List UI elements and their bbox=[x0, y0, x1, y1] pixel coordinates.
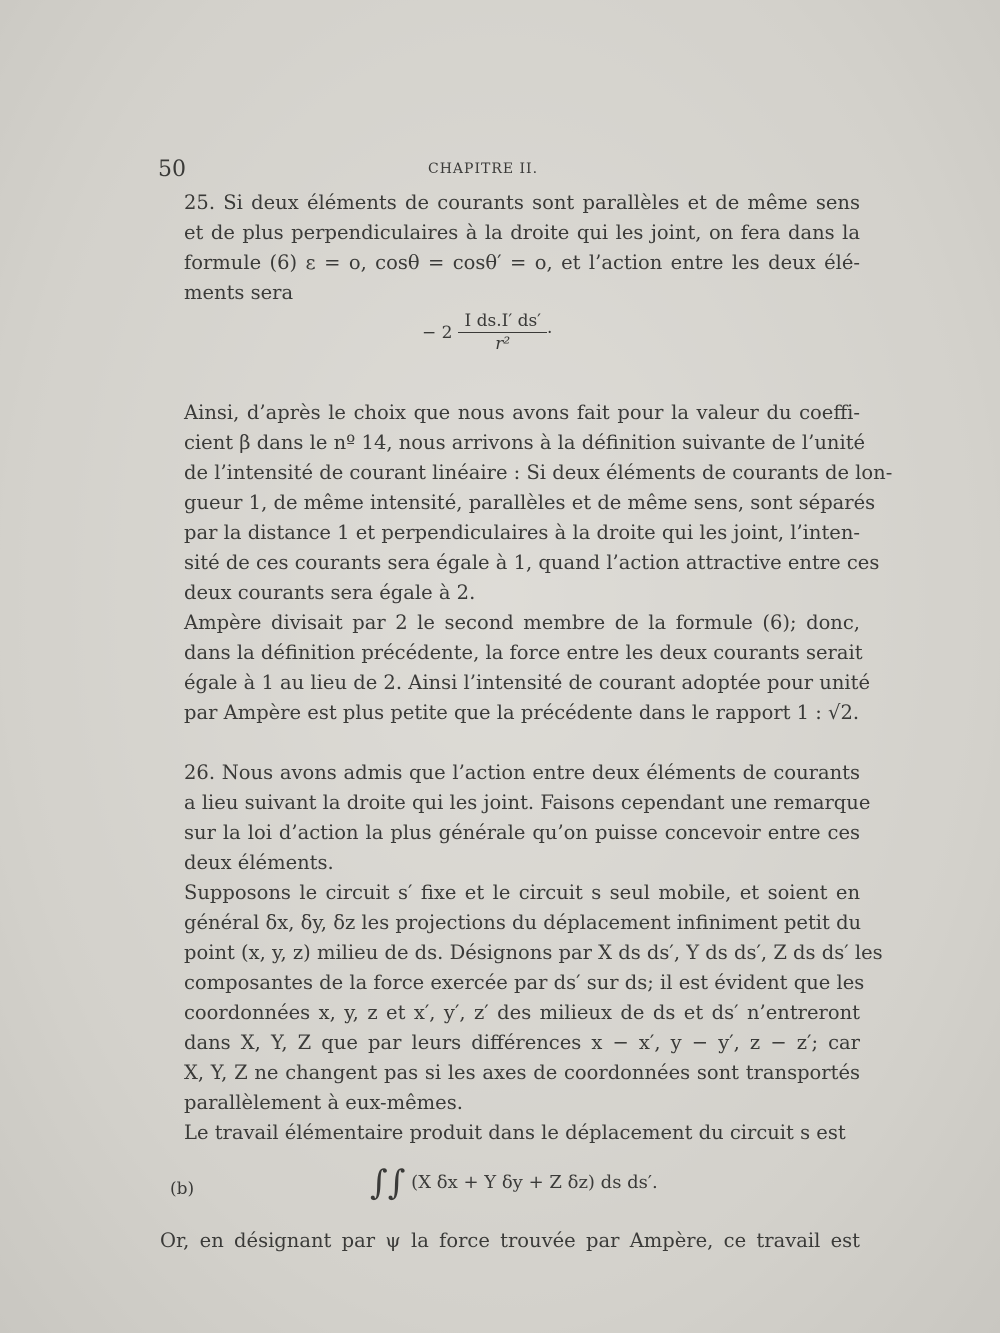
page-header bbox=[158, 157, 858, 183]
text-line: coordonnées x, y, z et x′, y′, z′ des milieux de ds et ds′ n’entreront bbox=[184, 1001, 860, 1024]
section-26-para-2 bbox=[160, 878, 883, 1118]
page-number: 50 bbox=[158, 157, 186, 182]
formula bbox=[422, 310, 558, 355]
text-line: sité de ces courants sera égale à 1, quand l’action attractive entre ces bbox=[184, 551, 880, 574]
text-line: Supposons le circuit s′ fixe et le circuit s seul mobile, et soient en bbox=[184, 881, 860, 904]
formula-end: · bbox=[547, 322, 553, 343]
text-line: X, Y, Z ne changent pas si les axes de coordonnées sont transportés bbox=[184, 1061, 860, 1084]
text-line: dans X, Y, Z que par leurs différences x − x′, y − y′, z − z′; car bbox=[184, 1031, 860, 1054]
text-line: composantes de la force exercée par ds′ sur ds; il est évident que les bbox=[184, 971, 865, 994]
fraction-numerator: I ds.I′ ds′ bbox=[458, 310, 547, 333]
text-line: deux courants sera égale à 2. bbox=[184, 581, 476, 604]
section-26-para-4 bbox=[160, 1226, 860, 1256]
section-26-para-1 bbox=[160, 758, 871, 878]
text-line: et de plus perpendiculaires à la droite qui les joint, on fera dans la bbox=[184, 221, 860, 244]
equation-b bbox=[160, 1162, 860, 1226]
text-line: 26. Nous avons admis que l’action entre deux éléments de courants bbox=[184, 761, 860, 784]
text-line: de l’intensité de courant linéaire : Si deux éléments de courants de lon- bbox=[184, 461, 893, 484]
section-25-para-3 bbox=[160, 608, 870, 728]
text-line: deux éléments. bbox=[184, 851, 334, 874]
text-line: sur la loi d’action la plus générale qu’on puisse concevoir entre ces bbox=[184, 821, 860, 844]
text-line: parallèlement à eux-mêmes. bbox=[184, 1091, 463, 1114]
text-line: égale à 1 au lieu de 2. Ainsi l’intensité de courant adoptée pour unité bbox=[184, 671, 870, 694]
text-line: formule (6) ε = o, cosθ = cosθ′ = o, et l’action entre les deux élé- bbox=[184, 251, 860, 274]
equation-body bbox=[370, 1163, 658, 1203]
text-line: général δx, δy, δz les projections du déplacement infiniment petit du bbox=[184, 911, 862, 934]
section-26-para-3 bbox=[160, 1118, 860, 1148]
text-line: ments sera bbox=[184, 281, 294, 304]
formula-block bbox=[160, 308, 860, 362]
text-line: par la distance 1 et perpendiculaires à la droite qui les joint, l’inten- bbox=[184, 521, 860, 544]
fraction bbox=[458, 310, 547, 355]
text-line: a lieu suivant la droite qui les joint. Faisons cependant une remarque bbox=[184, 791, 871, 814]
body-text bbox=[160, 188, 893, 1256]
text-line: dans la définition précédente, la force entre les deux courants serait bbox=[184, 641, 863, 664]
equation-expression: (X δx + Y δy + Z δz) ds ds′. bbox=[411, 1172, 658, 1193]
text-line: Ampère divisait par 2 le second membre de la formule (6); donc, bbox=[184, 611, 860, 634]
text-line: par Ampère est plus petite que la précédente dans le rapport 1 : √2. bbox=[184, 701, 860, 724]
text-line: Or, en désignant par ψ la force trouvée par Ampère, ce travail est bbox=[160, 1229, 860, 1252]
equation-label: (b) bbox=[170, 1179, 195, 1199]
running-head: CHAPITRE II. bbox=[428, 161, 539, 177]
text-line: 25. Si deux éléments de courants sont parallèles et de même sens bbox=[184, 191, 860, 214]
text-line: Le travail élémentaire produit dans le déplacement du circuit s est bbox=[184, 1121, 846, 1144]
double-integral: ∫∫ bbox=[370, 1163, 406, 1203]
text-line: Ainsi, d’après le choix que nous avons fait pour la valeur du coeffi- bbox=[184, 401, 860, 424]
text-line: cient β dans le nº 14, nous arrivons à la définition suivante de l’unité bbox=[184, 431, 866, 454]
fraction-denominator: r² bbox=[495, 334, 511, 354]
text-line: gueur 1, de même intensité, parallèles et de même sens, sont séparés bbox=[184, 491, 876, 514]
text-line: point (x, y, z) milieu de ds. Désignons par X ds ds′, Y ds ds′, Z ds ds′ les bbox=[184, 941, 883, 964]
section-25-para-2 bbox=[160, 398, 893, 608]
section-25-para-1 bbox=[160, 188, 860, 308]
formula-coefficient: − 2 bbox=[422, 322, 453, 343]
